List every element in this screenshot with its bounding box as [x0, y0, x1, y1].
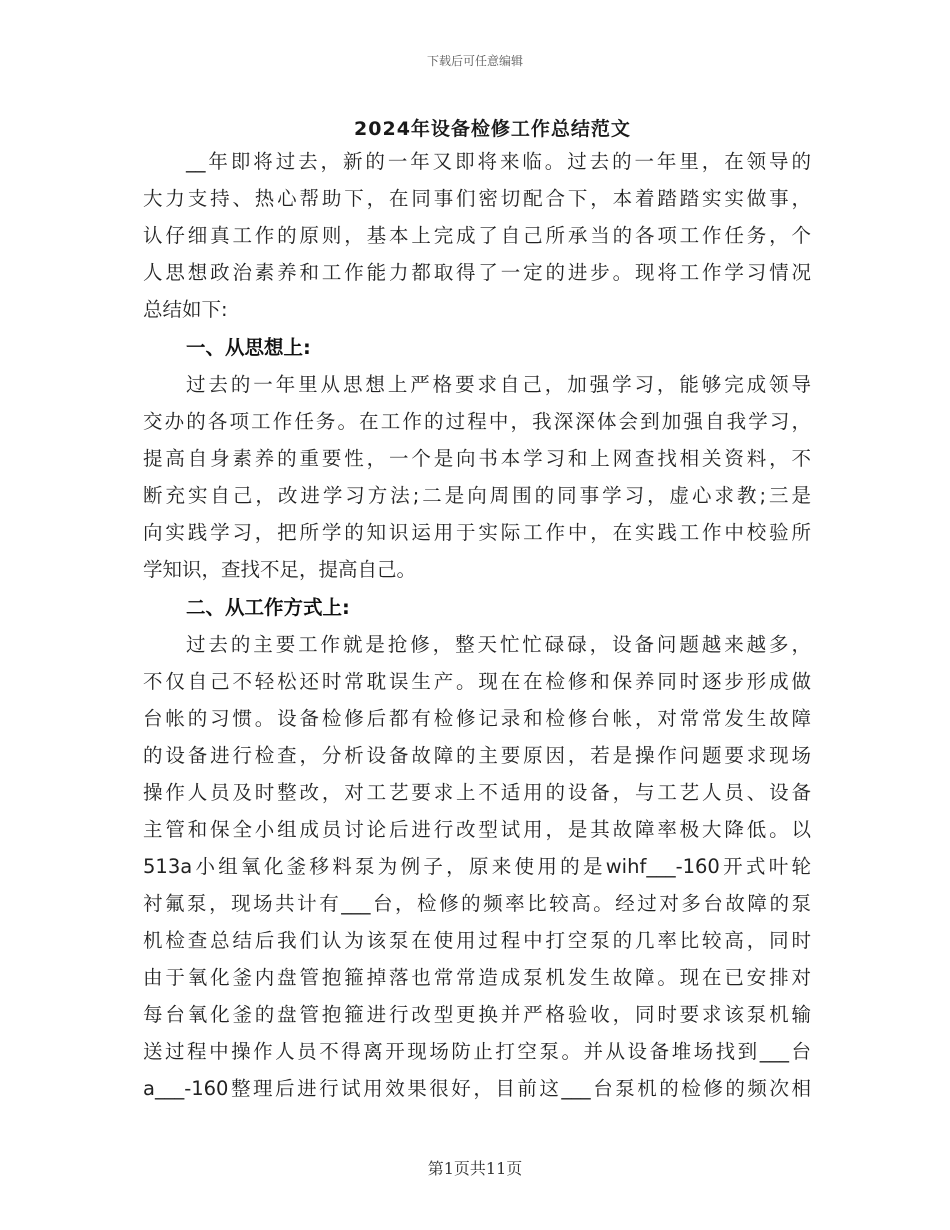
paragraph-line: 台帐的习惯。设备检修后都有检修记录和检修台帐，对常常发生故障	[143, 707, 811, 730]
paragraph-line: 过去的一年里从思想上严格要求自己，加强学习，能够完成领导	[186, 373, 811, 396]
document-title: 2024年设备检修工作总结范文	[354, 118, 631, 140]
paragraph-line: 提高自身素养的重要性，一个是向书本学习和上网查找相关资料，不	[143, 447, 811, 470]
paragraph-line: 不仅自己不轻松还时常耽误生产。现在在检修和保养同时逐步形成做	[143, 670, 811, 693]
paragraph-line: 断充实自己，改进学习方法;二是向周围的同事学习，虚心求教;三是	[143, 484, 811, 507]
paragraph-line: 大力支持、热心帮助下，在同事们密切配合下，本着踏踏实实做事，	[143, 187, 811, 210]
paragraph-line: 每台氧化釜的盘管抱箍进行改型更换并严格验收，同时要求该泵机输	[143, 1003, 811, 1026]
paragraph-line: 主管和保全小组成员讨论后进行改型试用，是其故障率极大降低。以	[143, 818, 811, 841]
paragraph-line: __年即将过去，新的一年又即将来临。过去的一年里，在领导的	[186, 150, 811, 173]
paragraph-line: 机检查总结后我们认为该泵在使用过程中打空泵的几率比较高，同时	[143, 929, 811, 952]
paragraph-line: 向实践学习，把所学的知识运用于实际工作中，在实践工作中校验所	[143, 521, 811, 544]
paragraph-line: a___-160整理后进行试用效果很好，目前这___台泵机的检修的频次相	[143, 1077, 811, 1100]
paragraph-line: 学知识，查找不足，提高自己。	[143, 558, 417, 581]
paragraph-line: 交办的各项工作任务。在工作的过程中，我深深体会到加强自我学习，	[143, 410, 811, 433]
paragraph-line: 衬氟泵，现场共计有___台，检修的频率比较高。经过对多台故障的泵	[143, 892, 811, 915]
paragraph-line: 由于氧化釜内盘管抱箍掉落也常常造成泵机发生故障。现在已安排对	[143, 966, 811, 989]
paragraph-line: 送过程中操作人员不得离开现场防止打空泵。并从设备堆场找到___台	[143, 1040, 811, 1063]
paragraph-line: 513a小组氧化釜移料泵为例子，原来使用的是wihf___-160开式叶轮	[143, 855, 811, 878]
paragraph-line: 人思想政治素养和工作能力都取得了一定的进步。现将工作学习情况	[143, 261, 811, 284]
paragraph-line: 总结如下:	[143, 298, 228, 321]
paragraph-line: 过去的主要工作就是抢修，整天忙忙碌碌，设备问题越来越多，	[186, 633, 811, 656]
page-number: 第1页共11页	[427, 1159, 523, 1178]
paragraph-line: 的设备进行检查，分析设备故障的主要原因，若是操作问题要求现场	[143, 744, 811, 767]
paragraph-line: 操作人员及时整改，对工艺要求上不适用的设备，与工艺人员、设备	[143, 781, 811, 804]
section-heading: 二、从工作方式上:	[186, 596, 350, 619]
header-note: 下载后可任意编辑	[426, 54, 523, 68]
section-heading: 一、从思想上:	[186, 336, 311, 359]
paragraph-line: 认仔细真工作的原则，基本上完成了自己所承当的各项工作任务，个	[143, 224, 811, 247]
